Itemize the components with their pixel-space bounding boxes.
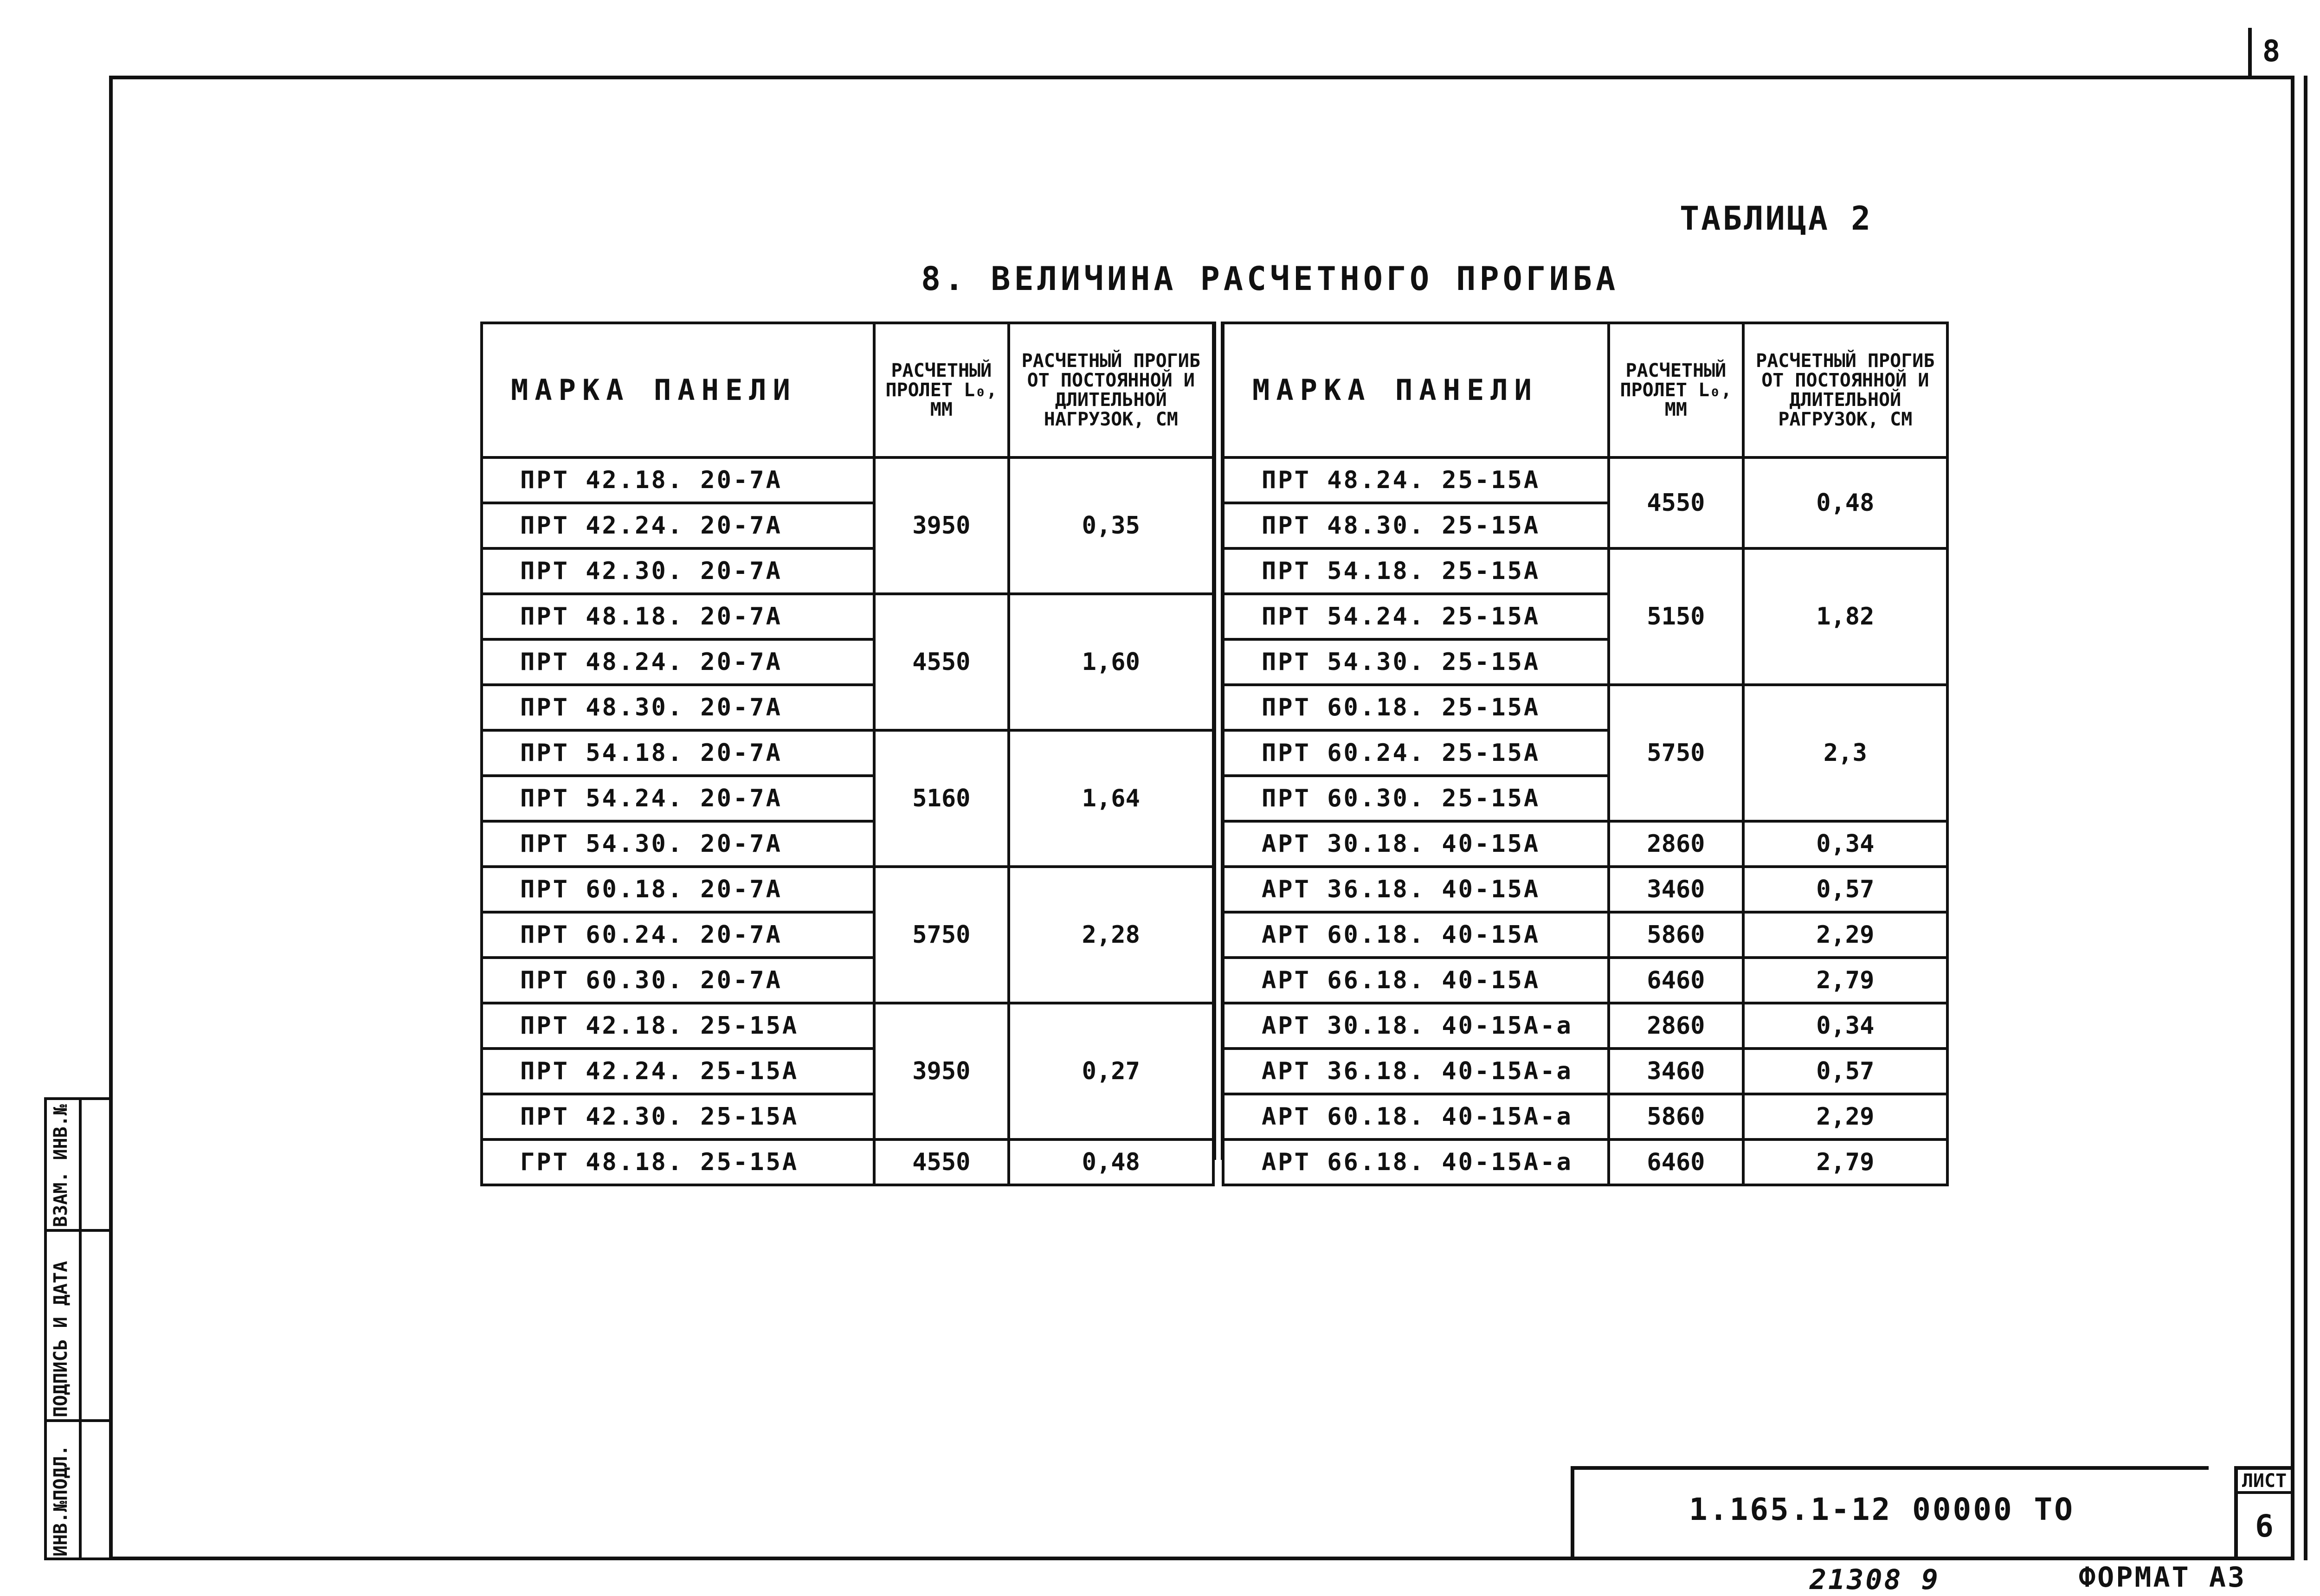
deflection-value: 1,60	[1009, 594, 1213, 730]
panel-mark: ПРТ 48.18. 20-7А	[482, 594, 874, 639]
inventory-number: 21308 9	[1810, 1564, 1940, 1596]
panel-mark: АРТ 36.18. 40-15А	[1223, 867, 1609, 912]
panel-mark: ПРТ 42.24. 20-7А	[482, 503, 874, 548]
side-label-signature-date: ПОДПИСЬ И ДАТА	[50, 1261, 71, 1417]
panel-mark: ПРТ 42.24. 25-15А	[482, 1049, 874, 1094]
deflection-value: 0,57	[1743, 1049, 1947, 1094]
panel-mark: ПРТ 60.18. 20-7А	[482, 867, 874, 912]
deflection-value: 1,82	[1743, 548, 1947, 685]
table-row	[482, 594, 1213, 639]
span-value: 5750	[1609, 685, 1743, 821]
panel-mark: ПРТ 60.24. 25-15А	[1223, 730, 1609, 776]
panel-mark: АРТ 36.18. 40-15А-а	[1223, 1049, 1609, 1094]
panel-mark: ПРТ 48.30. 25-15А	[1223, 503, 1609, 548]
table-row	[482, 867, 1213, 912]
table-row	[1223, 1003, 1947, 1049]
panel-mark: ГРТ 48.18. 25-15А	[482, 1139, 874, 1185]
table-row	[1223, 1049, 1947, 1094]
span-value: 6460	[1609, 958, 1743, 1003]
span-value: 6460	[1609, 1139, 1743, 1185]
right-header-span: РАСЧЕТНЫЙ ПРОЛЕТ L₀, ММ	[1609, 323, 1743, 457]
top-sheet-number: 8	[2262, 34, 2281, 69]
deflection-value: 2,79	[1743, 958, 1947, 1003]
span-value: 4550	[874, 594, 1008, 730]
table-row	[1223, 685, 1947, 730]
deflection-value: 0,34	[1743, 1003, 1947, 1049]
panel-mark: ПРТ 48.24. 20-7А	[482, 639, 874, 685]
panel-mark: ПРТ 42.30. 25-15А	[482, 1094, 874, 1139]
deflection-value: 0,27	[1009, 1003, 1213, 1139]
left-deflection-table	[480, 322, 1215, 1186]
deflection-value: 0,48	[1743, 457, 1947, 548]
left-header-span: РАСЧЕТНЫЙ ПРОЛЕТ L₀, ММ	[874, 323, 1008, 457]
span-value: 5160	[874, 730, 1008, 867]
right-header-mark: МАРКА ПАНЕЛИ	[1223, 323, 1609, 457]
deflection-value: 1,64	[1009, 730, 1213, 867]
table-row	[1223, 457, 1947, 503]
span-value: 2860	[1609, 821, 1743, 867]
panel-mark: ПРТ 48.24. 25-15А	[1223, 457, 1609, 503]
span-value: 4550	[1609, 457, 1743, 548]
page-title: 8. ВЕЛИЧИНА РАСЧЕТНОГО ПРОГИБА	[921, 260, 1619, 298]
frame-right-line	[2304, 76, 2307, 1560]
span-value: 3950	[874, 1003, 1008, 1139]
paper-format: ФОРМАТ А3	[2079, 1561, 2247, 1594]
table-row	[482, 1139, 1213, 1185]
span-value: 3460	[1609, 1049, 1743, 1094]
panel-mark: АРТ 60.18. 40-15А-а	[1223, 1094, 1609, 1139]
sheet-label: ЛИСТ	[2234, 1468, 2294, 1494]
document-code: 1.165.1-12 00000 ТО	[1689, 1492, 2075, 1527]
deflection-value: 2,29	[1743, 1094, 1947, 1139]
panel-mark: АРТ 30.18. 40-15А	[1223, 821, 1609, 867]
span-value: 2860	[1609, 1003, 1743, 1049]
panel-mark: АРТ 60.18. 40-15А	[1223, 912, 1609, 958]
deflection-value: 2,79	[1743, 1139, 1947, 1185]
table-row	[1223, 1094, 1947, 1139]
panel-mark: ПРТ 54.18. 20-7А	[482, 730, 874, 776]
deflection-value: 0,48	[1009, 1139, 1213, 1185]
deflection-value: 0,57	[1743, 867, 1947, 912]
panel-mark: ПРТ 54.30. 25-15А	[1223, 639, 1609, 685]
table-row	[1223, 958, 1947, 1003]
side-label-replaced-inv: ВЗАМ. ИНВ.№	[50, 1104, 71, 1227]
table-row	[1223, 1139, 1947, 1185]
left-header-deflection: РАСЧЕТНЫЙ ПРОГИБ ОТ ПОСТОЯННОЙ И ДЛИТЕЛЬНОЙ НАГРУЗОК, СМ	[1009, 323, 1213, 457]
panel-mark: АРТ 66.18. 40-15А-а	[1223, 1139, 1609, 1185]
side-label-original-inv: ИНВ.№ПОДЛ.	[50, 1445, 71, 1557]
panel-mark: ПРТ 48.30. 20-7А	[482, 685, 874, 730]
table-row	[482, 457, 1213, 503]
span-value: 5860	[1609, 912, 1743, 958]
panel-mark: ПРТ 54.24. 20-7А	[482, 776, 874, 821]
panel-mark: АРТ 30.18. 40-15А-а	[1223, 1003, 1609, 1049]
panel-mark: АРТ 66.18. 40-15А	[1223, 958, 1609, 1003]
table-row	[1223, 548, 1947, 594]
table-row	[482, 730, 1213, 776]
deflection-value: 0,35	[1009, 457, 1213, 594]
right-deflection-table	[1222, 322, 1949, 1186]
right-header-deflection: РАСЧЕТНЫЙ ПРОГИБ ОТ ПОСТОЯННОЙ И ДЛИТЕЛЬНОЙ РАГРУЗОК, СМ	[1743, 323, 1947, 457]
left-header-mark: МАРКА ПАНЕЛИ	[482, 323, 874, 457]
table-row	[482, 1003, 1213, 1049]
deflection-value: 2,28	[1009, 867, 1213, 1003]
panel-mark: ПРТ 60.30. 25-15А	[1223, 776, 1609, 821]
deflection-value: 2,3	[1743, 685, 1947, 821]
table-caption: ТАБЛИЦА 2	[1680, 200, 1873, 238]
panel-mark: ПРТ 60.30. 20-7А	[482, 958, 874, 1003]
table-row	[1223, 867, 1947, 912]
panel-mark: ПРТ 54.30. 20-7А	[482, 821, 874, 867]
panel-mark: ПРТ 42.18. 20-7А	[482, 457, 874, 503]
span-value: 3950	[874, 457, 1008, 594]
right-header-row	[1223, 323, 1947, 457]
table-row	[1223, 821, 1947, 867]
panel-mark: ПРТ 42.30. 20-7А	[482, 548, 874, 594]
span-value: 5750	[874, 867, 1008, 1003]
deflection-value: 0,34	[1743, 821, 1947, 867]
panel-mark: ПРТ 54.18. 25-15А	[1223, 548, 1609, 594]
span-value: 5150	[1609, 548, 1743, 685]
deflection-value: 2,29	[1743, 912, 1947, 958]
panel-mark: ПРТ 60.24. 20-7А	[482, 912, 874, 958]
span-value: 3460	[1609, 867, 1743, 912]
span-value: 4550	[874, 1139, 1008, 1185]
table-row	[1223, 912, 1947, 958]
panel-mark: ПРТ 42.18. 25-15А	[482, 1003, 874, 1049]
panel-mark: ПРТ 60.18. 25-15А	[1223, 685, 1609, 730]
sheet-number: 6	[2255, 1508, 2274, 1544]
span-value: 5860	[1609, 1094, 1743, 1139]
left-header-row	[482, 323, 1213, 457]
panel-mark: ПРТ 54.24. 25-15А	[1223, 594, 1609, 639]
